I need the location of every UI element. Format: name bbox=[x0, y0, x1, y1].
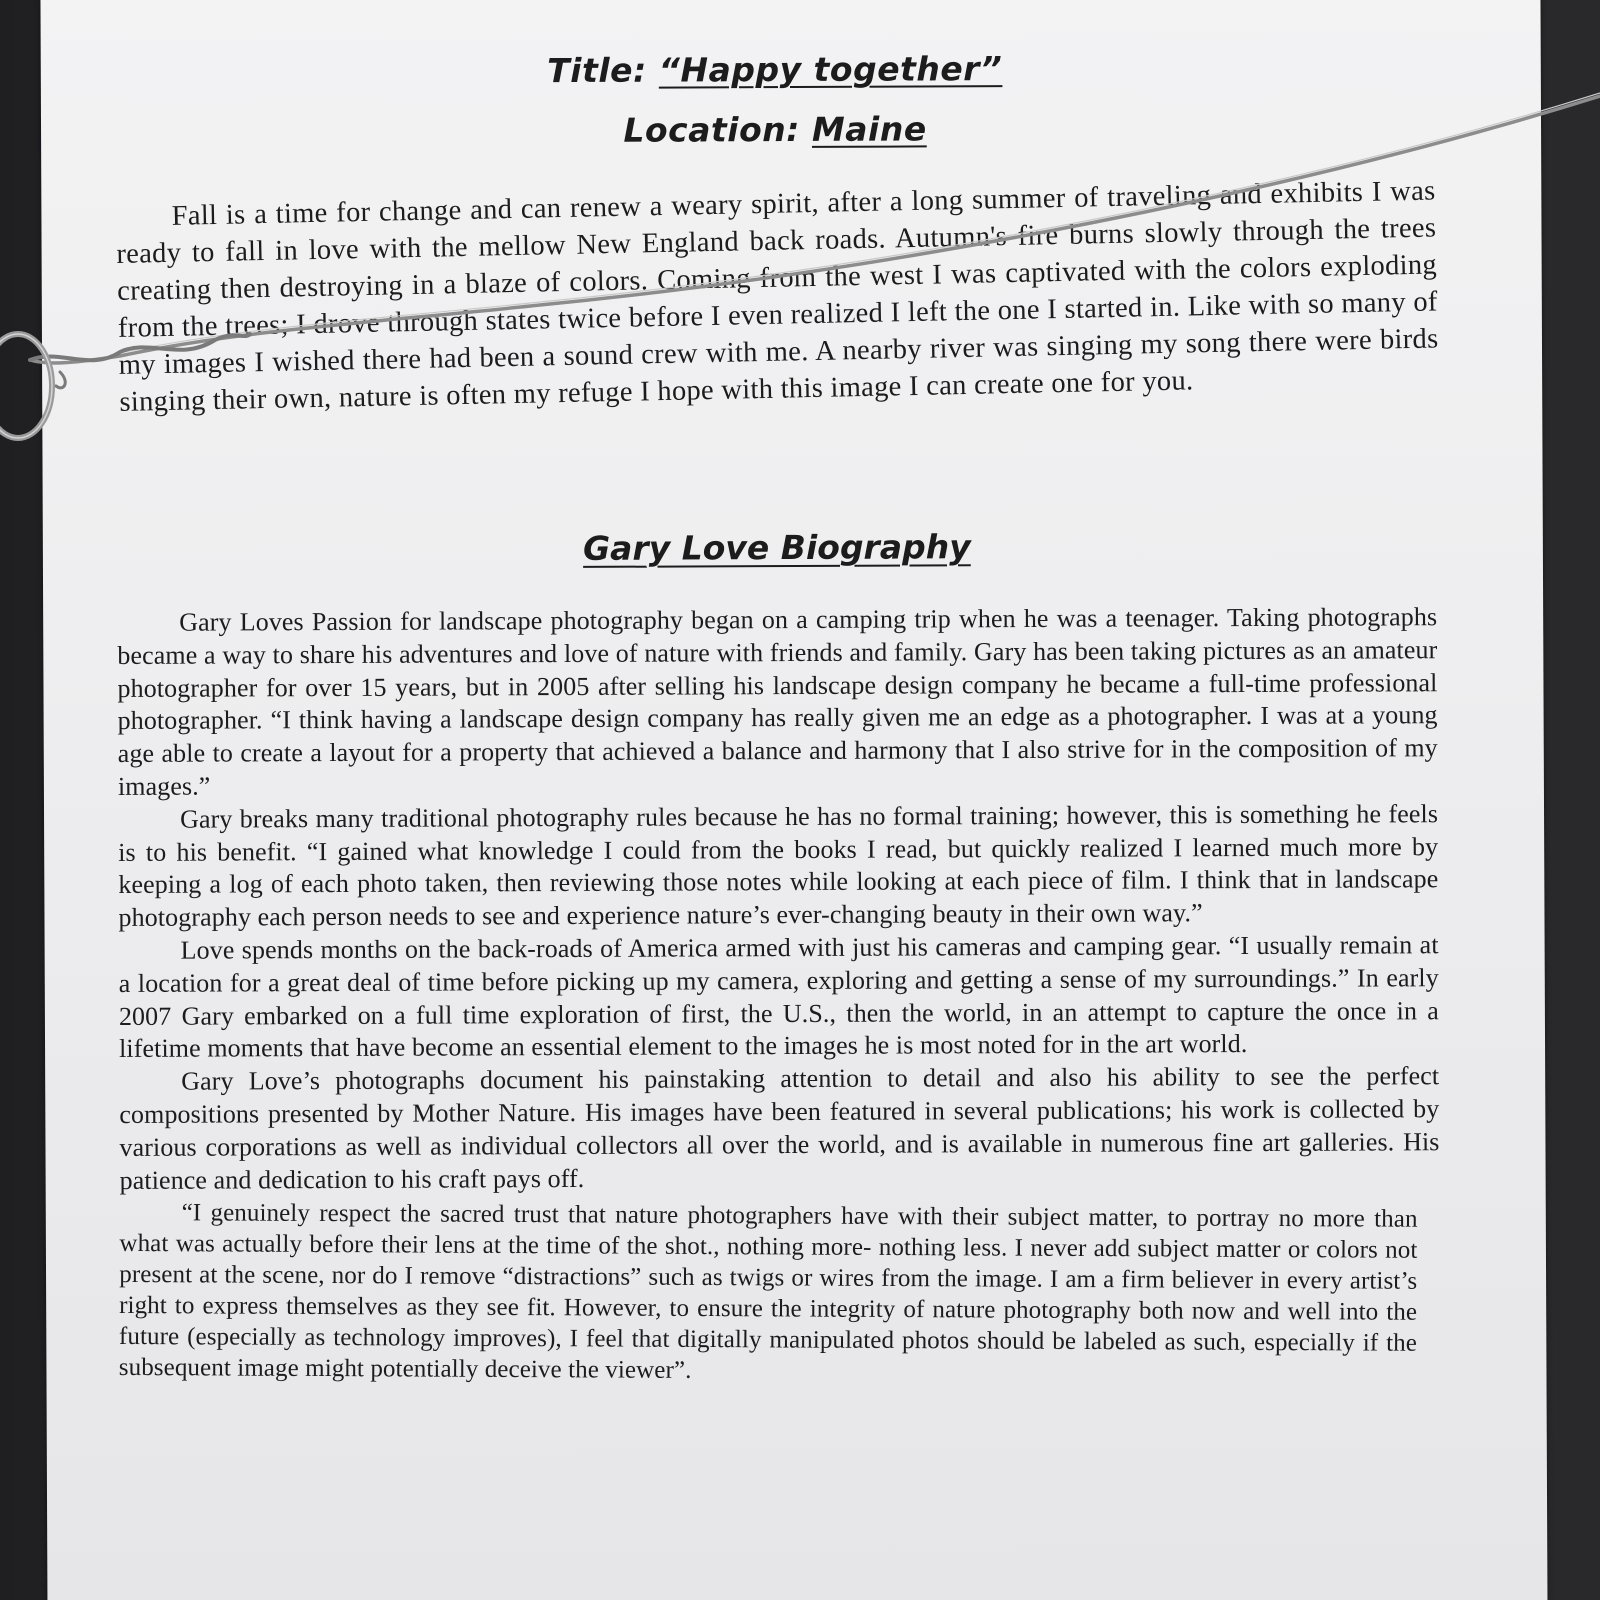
bio-paragraph-4: Gary Love’s photographs document his painstaking attention to detail and also his ability to see the perfect compositions presented by Mother Nature. His images have been featured in several publications; his work is collected by various corporations as well as individual collectors all over the world, and is available in numerous fine art galleries. His patience and dedication to his craft pays off. bbox=[119, 1061, 1440, 1195]
location-line bbox=[115, 97, 1435, 163]
title-value: “Happy together” bbox=[658, 49, 1003, 90]
bio-paragraph-2: Gary breaks many traditional photography rules because he has no formal training; however, this is something he feels is to his benefit. “I gained what knowledge I could from the books I read, but quickly realized I learned much more by keeping a log of each photo taken, then reviewing those notes while looking at each piece of film. I think that in landscape photography each person needs to see and experience nature’s ever-changing beauty in their own way.” bbox=[118, 798, 1439, 933]
bio-paragraph-5: “I genuinely respect the sacred trust that nature photographers have with their subject matter, to portray no more than what was actually before their lens at the time of the shot., nothing more- nothing less. I never add subject matter or colors not present at the scene, nor do I remove “distractions” such as twigs or wires from the image. I am a firm believer in every artist’s right to express themselves as they see fit. However, to ensure the integrity of nature photography both now and well into the future (especially as technology improves), I feel that digitally manipulated photos should be labeled as such, especially if the subsequent image might potentially deceive the viewer”. bbox=[118, 1199, 1418, 1385]
title-label: Title: bbox=[547, 50, 647, 91]
location-label: Location: bbox=[623, 109, 800, 150]
biography-body bbox=[117, 601, 1440, 1383]
bio-paragraph-1: Gary Loves Passion for landscape photography began on a camping trip when he was a teenager. Taking photographs became a way to share his adventures and love of nature with friends and family. Gary has been taking pictures as an amateur photographer for over 15 years, but in 2005 after selling his landscape design company he became a full-time professional photographer. “I think having a landscape design company has really given me an edge as a photographer. I was at a young age able to create a layout for a property that achieved a balance and harmony that I also strive for in the composition of my images.” bbox=[117, 602, 1438, 801]
intro-paragraph: Fall is a time for change and can renew a weary spirit, after a long summer of traveling and exhibits I was ready to fall in love with the mellow New England back roads. Autumn's fire burns slowly through the trees creating then destroying in a blaze of colors. Coming from the west I was captivated with the colors exploding from the trees; I drove through states twice before I even realized I left the one I started in. Like with so many of my images I wished there had been a sound crew with me. A nearby river was singing my song there were birds singing their own, nature is often my refuge I hope with this image I can create one for you. bbox=[116, 175, 1439, 418]
sheet-content bbox=[115, 37, 1441, 1383]
bio-paragraph-3: Love spends months on the back-roads of America armed with just his cameras and camping gear. “I usually remain at a location for a great deal of time before picking up my camera, exploring and getting a sense of my surroundings.” In early 2007 Gary embarked on a full time exploration of first, the U.S., then the world, in an attempt to capture the once in a lifetime moments that have become an essential element to the images he is most noted for in the art world. bbox=[118, 930, 1439, 1064]
location-value: Maine bbox=[811, 109, 927, 149]
biography-heading: Gary Love Biography bbox=[582, 527, 971, 568]
title-line bbox=[115, 37, 1435, 103]
printed-sheet bbox=[40, 0, 1547, 1600]
